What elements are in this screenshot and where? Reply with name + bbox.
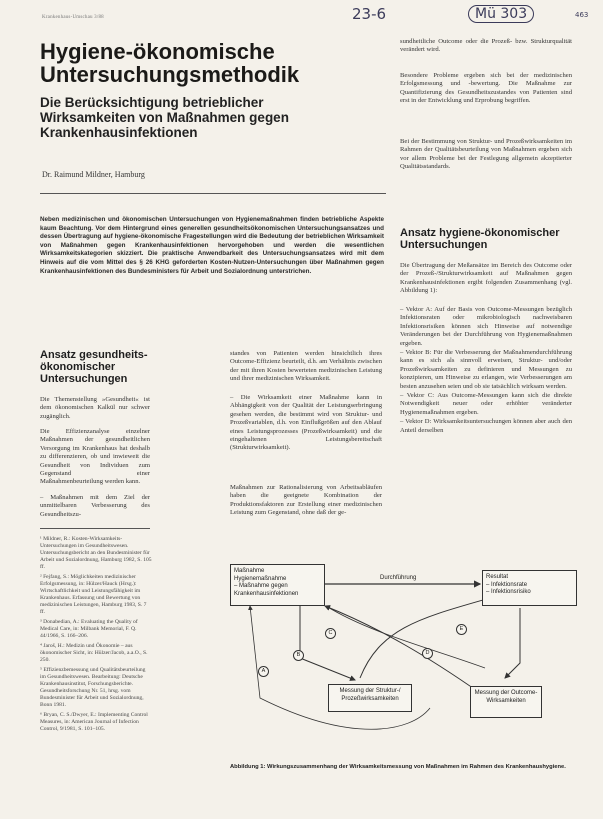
right-paragraph-2: Bei der Bestimmung von Struktur- und Prozeßwirksamkeiten im Rahmen der Qualitätsbeurteilung von Maßnahmen ergeben sich vor allem Probleme bei der Festlegung allgemein akzeptierter Qualitätsstandards. — [400, 138, 572, 171]
measure-box-item: – Maßnahme gegen Krankenhausinfektionen — [234, 583, 299, 597]
section-heading-right: Ansatz hygiene-ökonomischer Untersuchungen — [400, 227, 560, 251]
outcome-measure-box: Messung der Outcome-Wirksamkeiten — [470, 686, 542, 718]
handwritten-stamp: Mü 303 — [468, 5, 534, 23]
left-bullet: – Maßnahmen mit dem Ziel der unmittelbaren Verbesserung des Gesundheitszu- — [40, 494, 150, 518]
footnote-divider — [40, 528, 150, 529]
page-ref: 463 — [575, 11, 589, 19]
structure-measure-box: Messung der Struktur-/ Prozeßwirksamkeiten — [328, 684, 412, 712]
right-paragraph-1: Besondere Probleme ergeben sich bei der medizinischen Erfolgsmessung und -bewertung. Die Maßnahme zur Quantifizierung des Gesundheitszustandes von Patienten sind erst in der Entwicklung und Erprobung begriffen. — [400, 72, 572, 105]
mid-paragraph-1: standes von Patienten werden hinsichtlich ihres Outcome-Effizienz beurteilt, d.h. am Verhältnis zwischen der mit ihren Kosten bewerteten medizinischen Leistung und ihrer medizinischen Wirksamkeit. — [230, 350, 382, 383]
measure-box-item: Hygienemaßnahme — [234, 575, 287, 582]
vector-marker: A — [258, 666, 269, 677]
result-box-title: Resultat — [486, 574, 509, 580]
left-paragraph-2: Die Effizienzanalyse einzelner Maßnahmen der gesundheitlichen Versorgung im Krankenhaus hat deshalb zu differenzieren, ob und inwieweit die Gesundheit von Individuen zum Gegenstand einer Maßnahmenbeurteilung werden kann. — [40, 428, 150, 486]
result-box-item: – Infektionsrate — [486, 581, 528, 588]
divider — [40, 193, 386, 194]
result-box-item: – Infektionsrisiko — [486, 589, 531, 595]
right-paragraph-3: Die Übertragung der Meßansätze im Bereich des Outcome oder der Prozeß-/Strukturwirksamkeit auf Maßnahmen gegen Krankenhausinfektionen ergibt folgenden Zusammenhang (vgl. Abbildung 1): — [400, 262, 572, 295]
figure-1 — [230, 558, 580, 754]
footnote: ² Fejfang, S.: Möglichkeiten medizinischer Erfolgsmessung, in: Hülzer/Hauck (Hrsg.): Wirtschaftlichkeit und Leistungsfähigkeit im Krankenhaus. Erfassung und Bewertung von medizinischen Leistungen, Hamburg 1983, S. 7 ff. — [40, 574, 147, 615]
result-box — [482, 570, 577, 606]
footnote: ⁴ Jaroš, H.: Medizin und Ökonomie – aus ökonomischer Sicht, in: Hülzer/Jacob, a.a.O., S. 250. — [40, 643, 148, 663]
left-paragraph-1: Die Themenstellung »Gesundheit« ist dem ökonomischen Kalkül nur schwer zugänglich. — [40, 396, 150, 420]
arrow-label: Durchführung — [380, 575, 417, 581]
mid-paragraph-2: Maßnahmen zur Rationalisierung von Arbeitsabläufen haben die geeignete Kombination der Produktionsfaktoren zur Erstellung einer medizinischen Leistung zum Gegenstand, ohne daß der ge- — [230, 484, 382, 517]
section-heading-left: Ansatz gesundheits-ökonomischer Untersuchungen — [40, 349, 148, 385]
author-line: Dr. Raimund Mildner, Hamburg — [42, 170, 145, 179]
journal-line: Krankenhaus-Umschau 3/88 — [42, 15, 104, 20]
mid-bullet: – Die Wirksamkeit einer Maßnahme kann in Abhängigkeit von der Qualität der Leistungserbringung gesehen werden, die bestimmt wird von Struktur- und Prozeßvariablen, d.h. von Einflußgrößen auf den Ablauf eines Leistungsprozesses (Prozeßwirksamkeit) und die eingehaltenen Leistungsbereitschaft (Strukturwirksamkeit). — [230, 394, 382, 452]
figure-caption: Abbildung 1: Wirkungszusammenhang der Wirksamkeitsmessung von Maßnahmen im Rahmen des Krankenhaushygiene. — [230, 764, 566, 770]
footnote: ³ Donabedian, A.: Evaluating the Quality of Medical Care, in: Milbank Memorial, F. Q. 44/1966, S. 166–206. — [40, 619, 138, 639]
list-item: – Vektor D: Wirksamkeitsuntersuchungen können aber auch den Anteil derselben — [400, 418, 572, 434]
measure-box-title: Maßnahme — [234, 568, 265, 574]
vector-marker: B — [293, 650, 304, 661]
right-paragraph-0: sundheitliche Outcome oder die Prozeß- bzw. Strukturqualität verändert wird. — [400, 38, 572, 54]
measure-box — [230, 564, 325, 606]
footnote: ⁶ Bryan, C. S./Dwyer, E.: Implementing Control Measures, in: American Journal of Infection Control, 9/1981, S. 101–105. — [40, 712, 148, 732]
footnotes — [40, 536, 152, 733]
vector-marker: D — [422, 648, 433, 659]
abstract: Neben medizinischen und ökonomischen Untersuchungen von Hygienemaßnahmen finden betriebliche Aspekte kaum Beachtung. Vor dem Hintergrund eines generellen gesundheitsökonomischen Untersuchungsansatzes und dessen Übertragung auf hygiene-ökonomische Fragestellungen wird die Bedeutung der betrieblichen Wirksamkeit von Maßnahmen gegen Krankenhausinfektionen hervorgehoben und werden die wesentlichen Wirksamkeitskategorien skizziert. Die praktische Anwendbarkeit des Untersuchungsansatzes wird mit dem Hinweis auf die vom Mittel des § 26 KHG geforderten Kosten-Nutzen-Untersuchungen über Maßnahmen gegen Krankenhausinfektionen des Bundesministers für Arbeit und Sozialordnung unterstrichen. — [40, 216, 384, 275]
list-item: – Vektor A: Auf der Basis von Outcome-Messungen bezüglich Infektionsraten oder mikrobiologisch nachweisbaren Infektionsrisiken können sich Hinweise auf notwendige Veränderungen bei der Durchführung von Hygienemaßnahmen ergeben. — [400, 306, 572, 347]
article-subtitle: Die Berücksichtigung betrieblicher Wirksamkeiten von Maßnahmen gegen Krankenhausinfektionen — [40, 95, 289, 140]
vector-list — [400, 306, 572, 436]
handwritten-note: 23-6 — [352, 5, 387, 23]
footnote: ¹ Mildner, R.: Kosten-Wirksamkeits-Untersuchungen im Gesundheitswesen. Untersuchungsbericht an den Bundesminister für Arbeit und Sozialordnung, Hamburg 1982, S. 105 ff. — [40, 536, 152, 570]
footnote: ⁵ Effizienzbemessung und Qualitätsbeurteilung im Gesundheitswesen. Bearbeitung: Deutsche Krankenhausinstitut, Forschungsberichte. Gesundheitsforschung Nr. 51, hrsg. vom Bundesminister für Arbeit und Sozialordnung, Bonn 1981. — [40, 667, 146, 708]
vector-marker: C — [325, 628, 336, 639]
article-title: Hygiene-ökonomische Untersuchungsmethodik — [40, 39, 300, 87]
list-item: – Vektor C: Aus Outcome-Messungen kann sich die direkte Notwendigkeit neuer oder erhöhter veränderter Hygienemaßnahmen ergeben. — [400, 392, 572, 416]
list-item: – Vektor B: Für die Verbesserung der Maßnahmendurchführung kann es sich als sinnvoll erweisen, Struktur- und/oder Prozeßwirksamkeiten zu definieren und Messungen zu konzipieren, um Hinweise zu erlangen, wie Verbesserungen am besten anzusehen seien und ob sie tatsächlich wirksam werden. — [400, 349, 572, 390]
vector-marker: E — [456, 624, 467, 635]
